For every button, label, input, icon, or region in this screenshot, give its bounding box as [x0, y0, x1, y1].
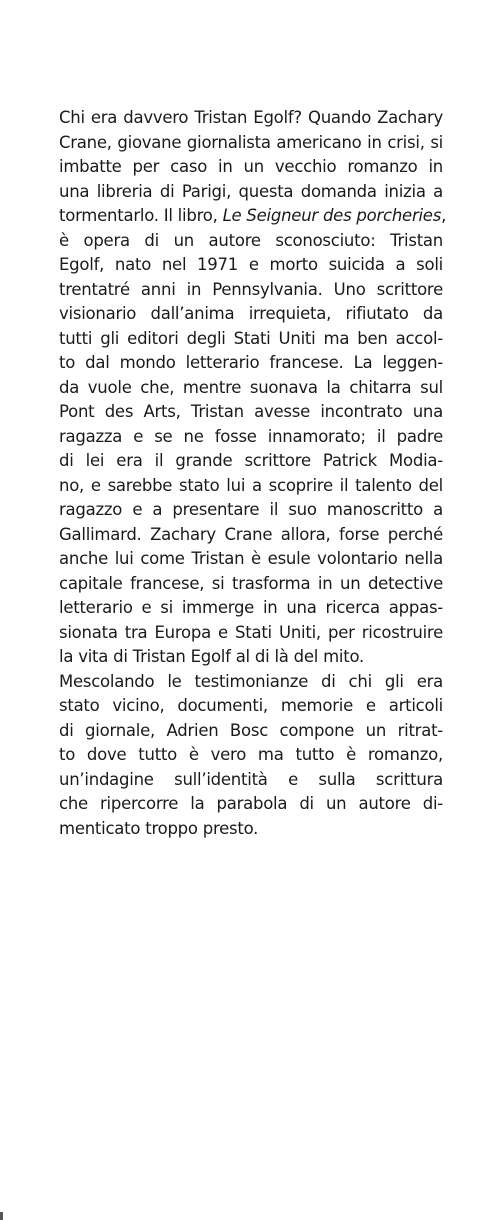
text-line: trentatré anni in Pennsylvania. Uno scrittore [59, 279, 443, 299]
text-line: la vita di Tristan Egolf al di là del mito. [59, 647, 365, 666]
text-line [59, 204, 447, 229]
text-line: anche lui come Tristan è esule volontario nella [59, 549, 443, 568]
text-line: sionata tra Europa e Stati Uniti, per ricostruire [59, 622, 443, 642]
text-line: da vuole che, mentre suonava la chitarra sul [59, 377, 443, 397]
text-line: capitale francese, si trasforma in un detective [59, 573, 443, 593]
paragraph-1 [59, 106, 447, 670]
text-line: menticato troppo presto. [59, 818, 259, 838]
text-line: visionario dall’anima irrequieta, rifiutato da [59, 304, 443, 323]
text-line: no, e sarebbe stato lui a scoprire il talento del [59, 475, 443, 495]
text-line: ragazza e se ne fosse innamorato; il padre [59, 426, 443, 446]
text-line: stato vicino, documenti, memorie e articoli [59, 696, 443, 715]
text-line: letterario e si immerge in una ricerca appas- [59, 598, 443, 617]
text-line: Chi era davvero Tristan Egolf? Quando Zachary [59, 108, 443, 127]
text-line: un’indagine sull’identità e sulla scrittura [59, 769, 443, 789]
text-line: to dal mondo letterario francese. La leggen- [59, 353, 443, 372]
text-segment: tormentarlo. Il libro, [59, 206, 223, 225]
text-line: Pont des Arts, Tristan avesse incontrato una [59, 402, 443, 421]
text-line: Mescolando le testimonianze di chi gli era [59, 671, 443, 691]
text-line: di giornale, Adrien Bosc compone un ritrat- [59, 720, 443, 740]
text-line: è opera di un autore sconosciuto: Tristan [59, 230, 443, 250]
crop-mark [0, 1212, 3, 1220]
paragraph-2 [59, 670, 443, 842]
text-line: imbatte per caso in un vecchio romanzo in [59, 157, 443, 176]
text-line: una libreria di Parigi, questa domanda inizia a [59, 181, 443, 201]
text-line: to dove tutto è vero ma tutto è romanzo, [59, 745, 443, 764]
text-segment: , [441, 206, 447, 225]
text-line: Gallimard. Zachary Crane allora, forse perché [59, 524, 443, 544]
text-line: di lei era il grande scrittore Patrick Modia- [59, 451, 443, 470]
text-line: ragazzo e a presentare il suo manoscritto a [59, 500, 443, 519]
text-line: che ripercorre la parabola di un autore di- [59, 794, 443, 813]
book-title-italic: Le Seigneur des porcheries [222, 206, 442, 225]
text-line: Crane, giovane giornalista americano in crisi, si [59, 132, 443, 152]
text-line: tutti gli editori degli Stati Uniti ma ben accol- [59, 328, 443, 348]
text-line: Egolf, nato nel 1971 e morto suicida a soli [59, 255, 443, 274]
synopsis-text [59, 106, 447, 841]
